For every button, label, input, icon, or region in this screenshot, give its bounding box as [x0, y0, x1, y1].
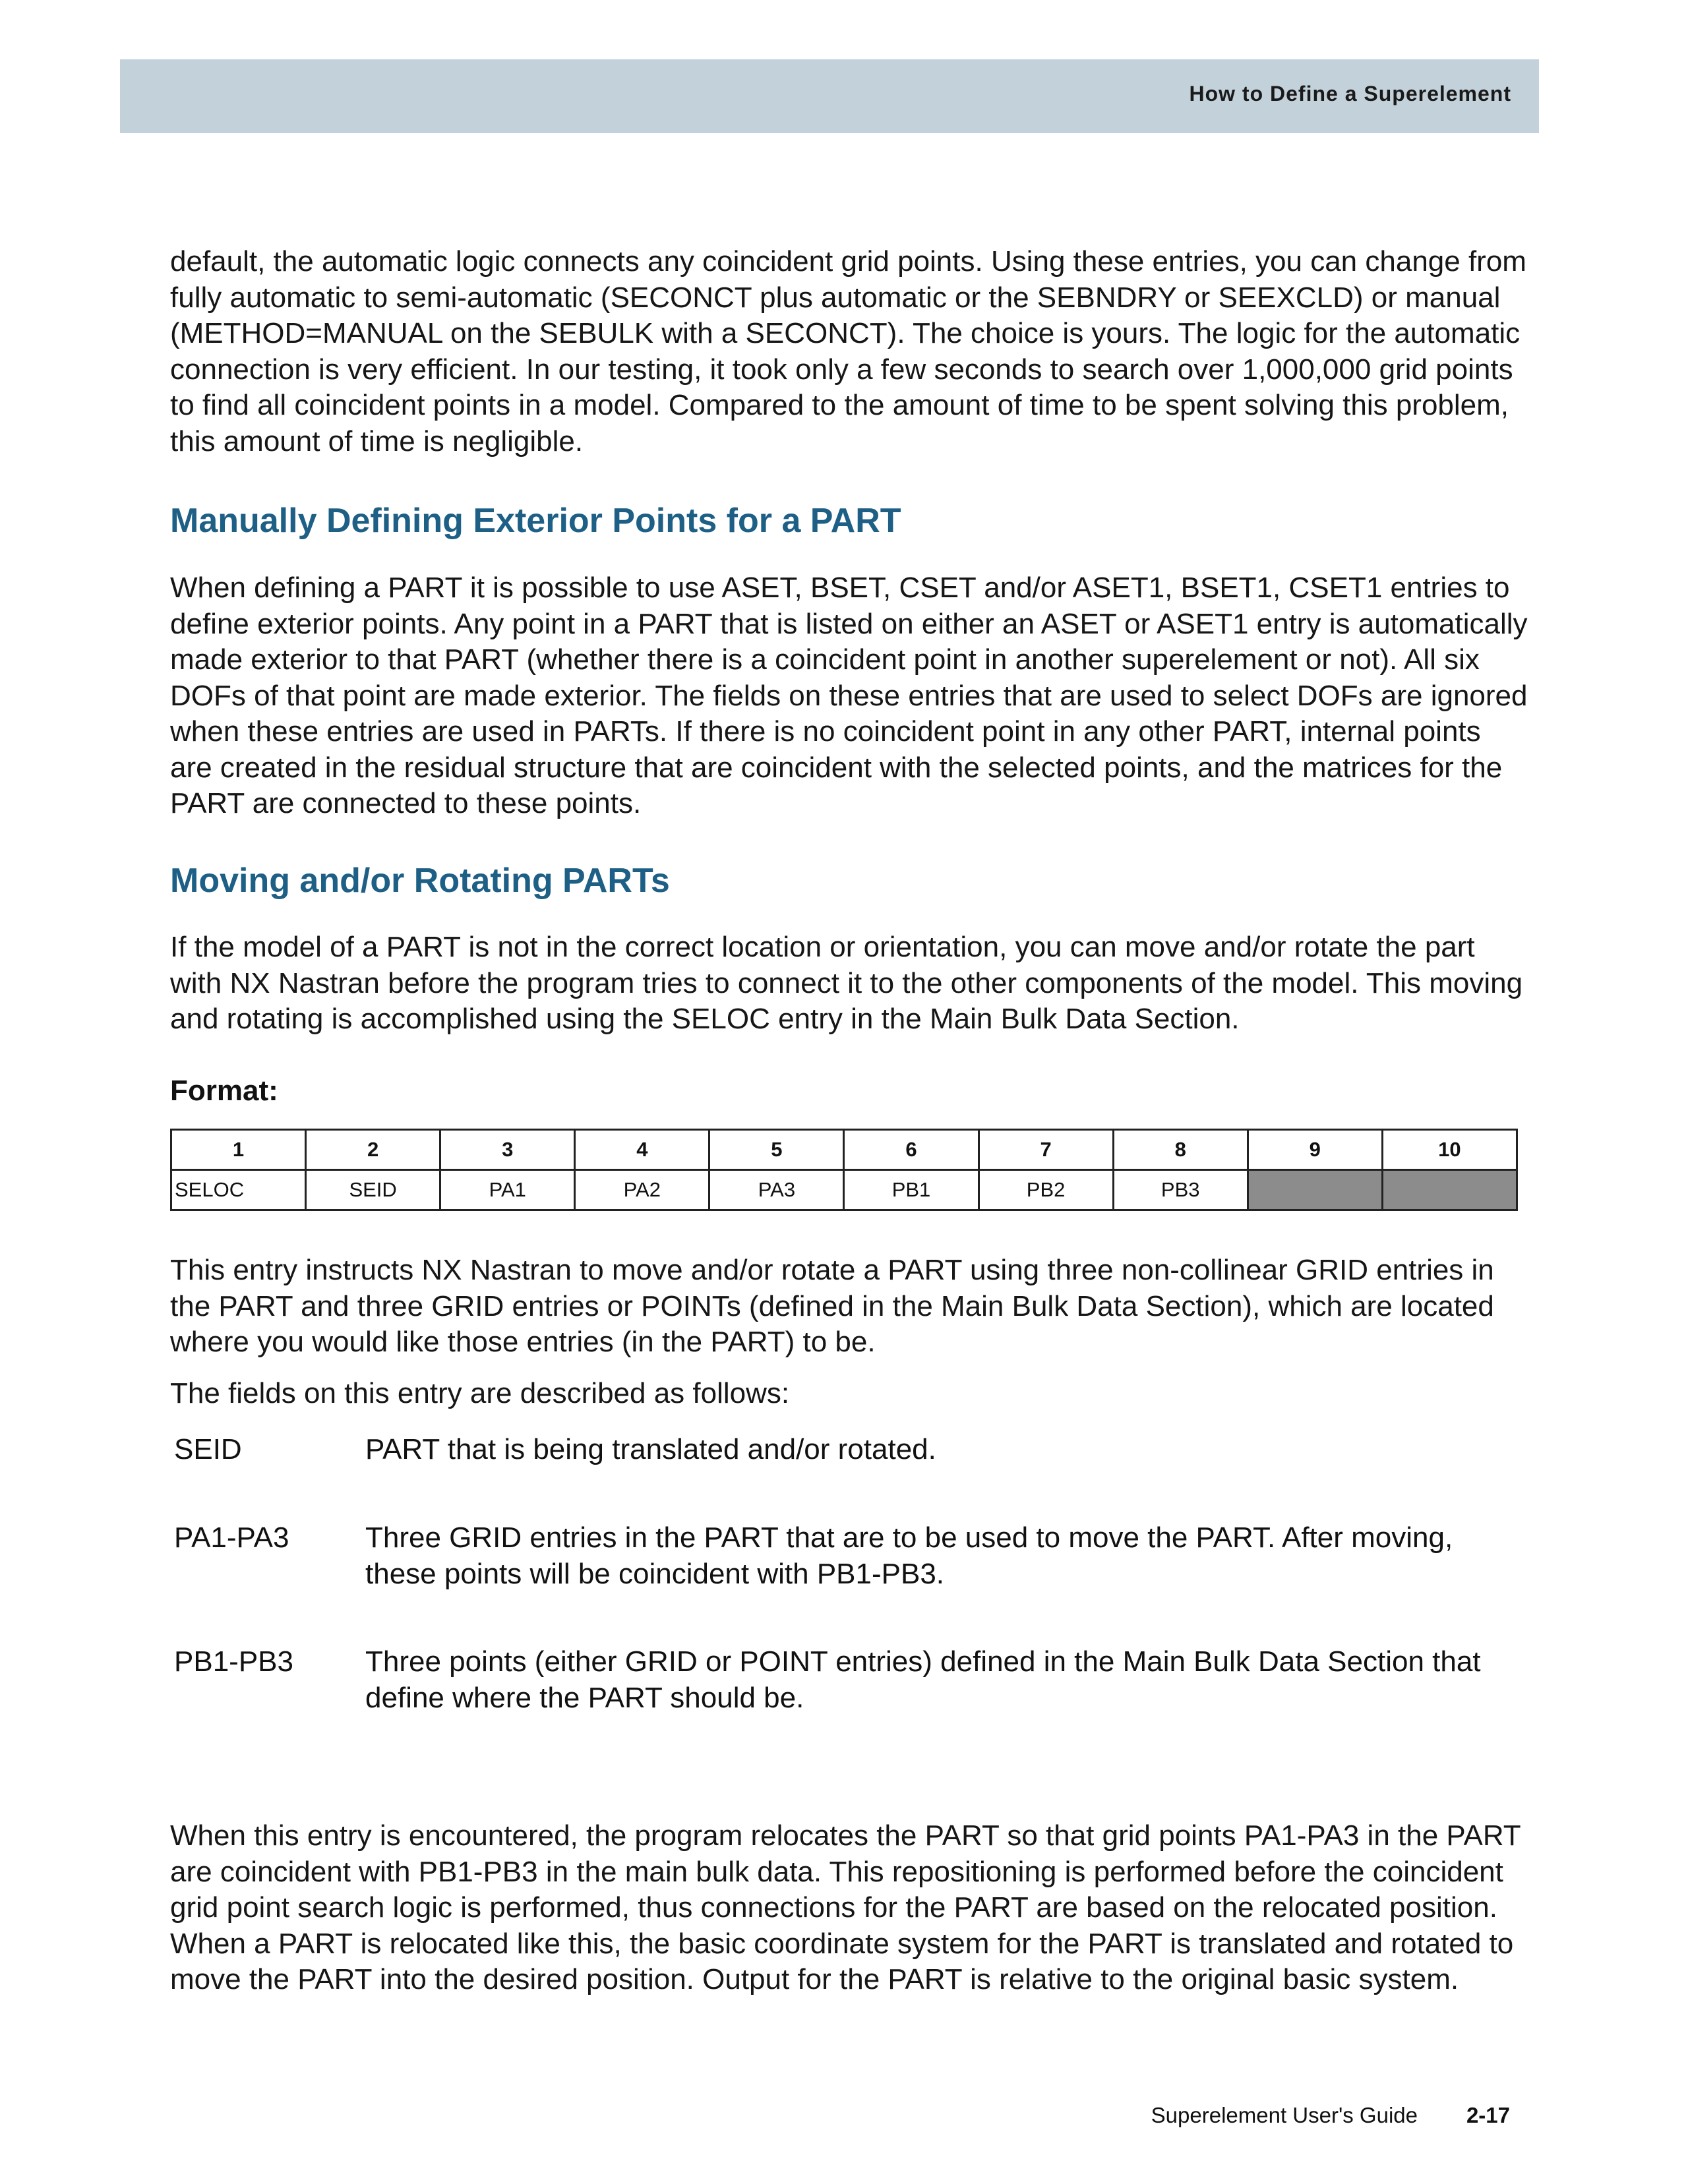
format-header-cell: 8: [1113, 1130, 1248, 1170]
format-label-block: [170, 1075, 1528, 1107]
section-moving-rotating-body: [170, 930, 1528, 1038]
intro-paragraph: default, the automatic logic connects any coincident grid points. Using these entries, you can change from fully automatic to semi-automatic (SECONCT plus automatic or the SEBNDRY or SEEXCLD) or manual (METHOD=MANUAL on the SEBULK with a SECONCT). The choice is yours. The logic for the automatic connection is very efficient. In our testing, it took only a few seconds to search over 1,000,000 grid points to find all coincident points in a model. Compared to the amount of time to be spent solving this problem, this amount of time is negligible.: [170, 245, 1526, 457]
format-blank-cell: [1382, 1170, 1517, 1210]
running-header: [120, 59, 1539, 133]
section-manual-exterior: [170, 501, 1528, 541]
closing-block: [170, 1818, 1528, 1998]
footer-guide-title: Superelement User's Guide: [1151, 2103, 1418, 2127]
running-header-title: How to Define a Superelement: [1189, 82, 1511, 105]
format-header-cell: 1: [171, 1130, 306, 1170]
field-term: SEID: [174, 1433, 242, 1465]
format-value-cell: SELOC: [171, 1170, 306, 1210]
field-description: Three points (either GRID or POINT entries) defined in the Main Bulk Data Section that define where the PART should be.: [365, 1645, 1481, 1714]
fields-intro-block: [170, 1376, 1528, 1412]
format-header-cell: 10: [1382, 1130, 1517, 1170]
format-value-cell: PB2: [979, 1170, 1113, 1210]
fields-intro: The fields on this entry are described as follows:: [170, 1377, 790, 1409]
format-value-cell: PA1: [440, 1170, 575, 1210]
closing-paragraph: When this entry is encountered, the program relocates the PART so that grid points PA1-PA3 in the PART are coincident with PB1-PB3 in the main bulk data. This repositioning is performed before the coincident grid point search logic is performed, thus connections for the PART are based on the relocated position. When a PART is relocated like this, the basic coordinate system for the PART is translated and rotated to move the PART into the desired position. Output for the PART is relative to the original basic system.: [170, 1819, 1521, 1995]
field-description: PART that is being translated and/or rotated.: [365, 1433, 936, 1465]
entry-description-block: [170, 1253, 1528, 1361]
section-moving-rotating: [170, 861, 1528, 900]
section-manual-exterior-body: [170, 570, 1528, 822]
format-header-cell: 2: [306, 1130, 440, 1170]
field-term: PA1-PA3: [174, 1521, 289, 1554]
format-header-row: [171, 1130, 1517, 1170]
format-value-cell: PB3: [1113, 1170, 1248, 1210]
format-header-cell: 7: [979, 1130, 1113, 1170]
format-header-cell: 6: [844, 1130, 979, 1170]
format-value-cell: PA2: [575, 1170, 709, 1210]
format-value-cell: PB1: [844, 1170, 979, 1210]
format-header-cell: 5: [709, 1130, 844, 1170]
field-description: Three GRID entries in the PART that are to be used to move the PART. After moving, these points will be coincident with PB1-PB3.: [365, 1521, 1453, 1590]
format-header-cell: 3: [440, 1130, 575, 1170]
format-value-row: [171, 1170, 1517, 1210]
paragraph-moving-rotating: If the model of a PART is not in the correct location or orientation, you can move and/or rotate the part with NX Nastran before the program tries to connect it to the other components of the model. This moving and rotating is accomplished using the SELOC entry in the Main Bulk Data Section.: [170, 931, 1523, 1035]
intro-block: [170, 244, 1528, 459]
format-header-cell: 9: [1248, 1130, 1382, 1170]
format-value-cell: SEID: [306, 1170, 440, 1210]
field-term: PB1-PB3: [174, 1645, 293, 1678]
format-blank-cell: [1248, 1170, 1382, 1210]
format-value-cell: PA3: [709, 1170, 844, 1210]
entry-paragraph: This entry instructs NX Nastran to move and/or rotate a PART using three non-collinear GRID entries in the PART and three GRID entries or POINTs (defined in the Main Bulk Data Section), which are located where you would like those entries (in the PART) to be.: [170, 1254, 1494, 1358]
seloc-format-table: [170, 1129, 1518, 1211]
section-heading-moving-rotating: Moving and/or Rotating PARTs: [170, 862, 670, 900]
paragraph-manual-exterior: When defining a PART it is possible to use ASET, BSET, CSET and/or ASET1, BSET1, CSET1 entries to define exterior points. Any point in a PART that is listed on either an ASET or ASET1 entry is automatically made exterior to that PART (whether there is a coincident point in another superelement or not). All six DOFs of that point are made exterior. The fields on these entries that are used to select DOFs are ignored when these entries are used in PARTs. If there is no coincident point in any other PART, internal points are created in the residual structure that are coincident with the selected points, and the matrices for the PART are connected to these points.: [170, 572, 1528, 819]
footer-page-number: 2-17: [1466, 2103, 1510, 2127]
format-header-cell: 4: [575, 1130, 709, 1170]
section-heading-manual-exterior: Manually Defining Exterior Points for a PART: [170, 502, 901, 540]
format-label: Format:: [170, 1075, 278, 1107]
